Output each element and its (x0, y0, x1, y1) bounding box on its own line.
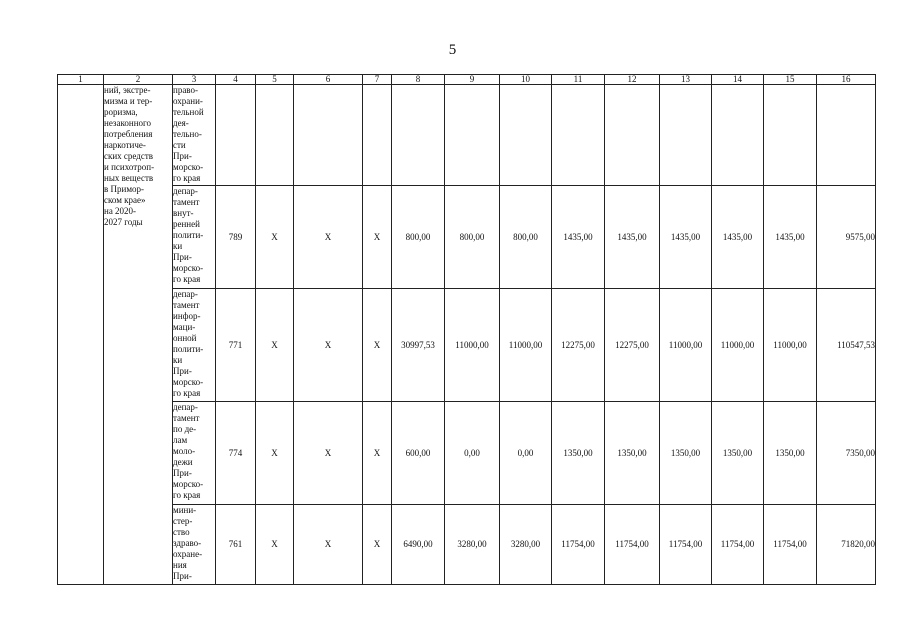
value-cell: 6490,00 (392, 505, 445, 585)
header-cell: 13 (660, 75, 712, 85)
header-cell: 9 (445, 75, 500, 85)
value-cell: 0,00 (500, 402, 552, 505)
program-name-cell: ний, экстре- мизма и тер- роризма, незаконного потребления наркотиче- ских средств и психотроп- ных веществ в Примор- ском крае» на 2020- 2027 годы (104, 85, 173, 585)
value-cell: 11000,00 (445, 289, 500, 402)
value-cell: 71820,00 (817, 505, 876, 585)
value-cell: 11754,00 (552, 505, 605, 585)
row-number-cell (58, 85, 104, 585)
value-cell (294, 85, 363, 186)
value-cell: 1435,00 (712, 186, 764, 289)
value-cell: X (363, 186, 392, 289)
value-cell: 774 (216, 402, 256, 505)
value-cell: 800,00 (500, 186, 552, 289)
value-cell (216, 85, 256, 186)
value-cell (660, 85, 712, 186)
value-cell: 11754,00 (764, 505, 817, 585)
value-cell: 11000,00 (764, 289, 817, 402)
value-cell: 9575,00 (817, 186, 876, 289)
value-cell: X (363, 402, 392, 505)
header-cell: 11 (552, 75, 605, 85)
value-cell (605, 85, 660, 186)
value-cell: 7350,00 (817, 402, 876, 505)
value-cell: 800,00 (445, 186, 500, 289)
header-cell: 2 (104, 75, 173, 85)
table-row (58, 402, 876, 505)
header-cell: 5 (256, 75, 294, 85)
value-cell: 1350,00 (660, 402, 712, 505)
value-cell (392, 85, 445, 186)
value-cell: X (256, 402, 294, 505)
executor-cell: депар- тамент по де- лам моло- дежи При- морско- го края (173, 402, 216, 505)
value-cell: 11000,00 (712, 289, 764, 402)
table-row (58, 85, 876, 186)
value-cell: 1435,00 (660, 186, 712, 289)
header-cell: 8 (392, 75, 445, 85)
value-cell: 789 (216, 186, 256, 289)
value-cell: 12275,00 (605, 289, 660, 402)
value-cell: X (256, 289, 294, 402)
value-cell: X (256, 186, 294, 289)
value-cell: 600,00 (392, 402, 445, 505)
table-row (58, 186, 876, 289)
value-cell: 11754,00 (605, 505, 660, 585)
value-cell (712, 85, 764, 186)
value-cell: 1435,00 (605, 186, 660, 289)
value-cell: 1435,00 (552, 186, 605, 289)
value-cell: X (256, 505, 294, 585)
executor-cell: депар- тамент внут- ренней полити- ки При- морско- го края (173, 186, 216, 289)
value-cell (764, 85, 817, 186)
value-cell: 0,00 (445, 402, 500, 505)
value-cell: X (294, 505, 363, 585)
value-cell: 1350,00 (552, 402, 605, 505)
executor-cell: депар- тамент инфор- маци- онной полити- ки При- морско- го края (173, 289, 216, 402)
header-cell: 7 (363, 75, 392, 85)
value-cell: 800,00 (392, 186, 445, 289)
value-cell: X (294, 289, 363, 402)
program-table (57, 74, 876, 585)
value-cell (552, 85, 605, 186)
value-cell: 1435,00 (764, 186, 817, 289)
value-cell: 1350,00 (605, 402, 660, 505)
value-cell: 11000,00 (500, 289, 552, 402)
value-cell: 1350,00 (712, 402, 764, 505)
value-cell (256, 85, 294, 186)
header-cell: 15 (764, 75, 817, 85)
page-number: 5 (448, 42, 457, 58)
value-cell: 11754,00 (660, 505, 712, 585)
value-cell: 11000,00 (660, 289, 712, 402)
header-cell: 6 (294, 75, 363, 85)
value-cell: X (294, 402, 363, 505)
value-cell (500, 85, 552, 186)
value-cell: 771 (216, 289, 256, 402)
header-cell: 12 (605, 75, 660, 85)
table-row (58, 505, 876, 585)
header-cell: 10 (500, 75, 552, 85)
value-cell (445, 85, 500, 186)
value-cell: X (363, 505, 392, 585)
header-cell: 4 (216, 75, 256, 85)
value-cell: 3280,00 (500, 505, 552, 585)
value-cell: X (363, 289, 392, 402)
header-cell: 14 (712, 75, 764, 85)
header-cell: 3 (173, 75, 216, 85)
value-cell: 3280,00 (445, 505, 500, 585)
header-cell: 1 (58, 75, 104, 85)
value-cell: 30997,53 (392, 289, 445, 402)
table-row (58, 289, 876, 402)
header-cell: 16 (817, 75, 876, 85)
value-cell (363, 85, 392, 186)
value-cell: 761 (216, 505, 256, 585)
value-cell: 11754,00 (712, 505, 764, 585)
value-cell (817, 85, 876, 186)
executor-cell: право- охрани- тельной дея- тельно- сти При- морско- го края (173, 85, 216, 186)
value-cell: 110547,53 (817, 289, 876, 402)
value-cell: 12275,00 (552, 289, 605, 402)
value-cell: 1350,00 (764, 402, 817, 505)
executor-cell: мини- стер- ство здраво- охране- ния При- (173, 505, 216, 585)
value-cell: X (294, 186, 363, 289)
header-row (58, 75, 876, 85)
